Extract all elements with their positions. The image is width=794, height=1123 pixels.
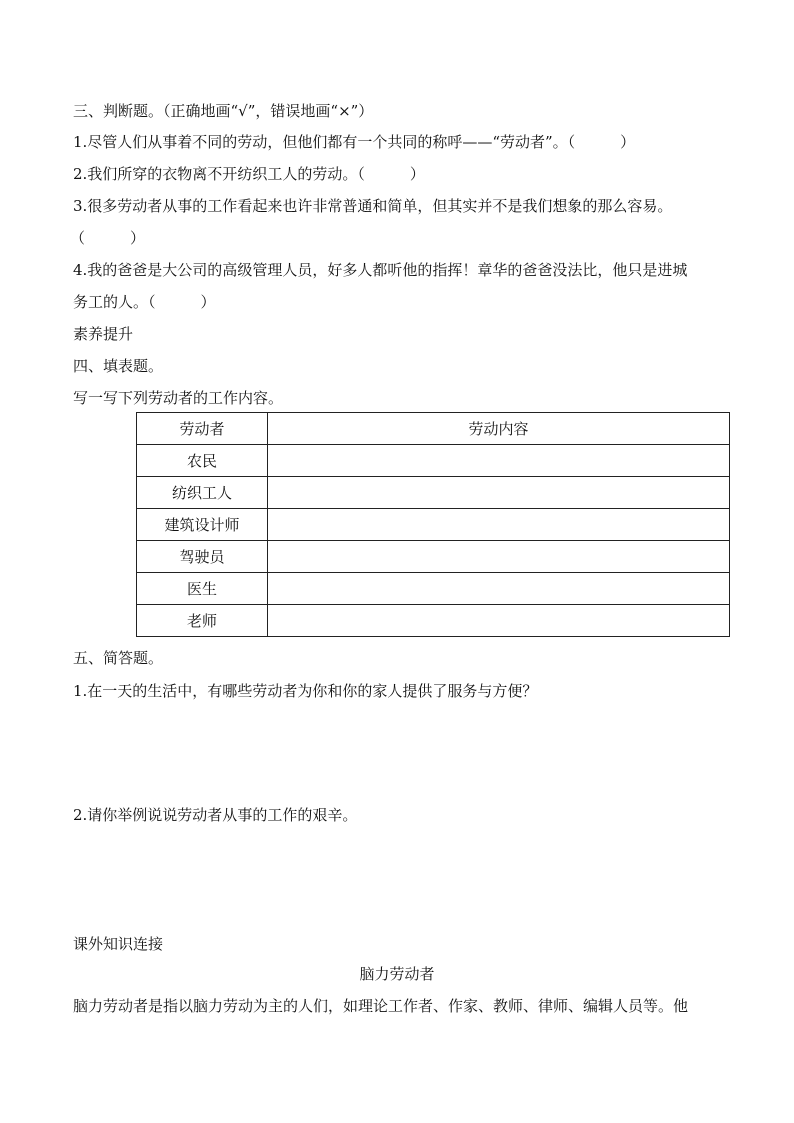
content-cell[interactable] [268, 509, 730, 541]
table-row [137, 541, 730, 573]
question-3-3-line2: （ ） [70, 229, 146, 247]
section3-heading: 三、判断题。（正确地画“√”，错误地画“×”） [73, 102, 374, 120]
question-3-1: 1.尽管人们从事着不同的劳动，但他们都有一个共同的称呼——“劳动者”。（ ） [73, 133, 636, 151]
content-cell[interactable] [268, 541, 730, 573]
section4-heading: 四、填表题。 [73, 357, 164, 375]
worker-cell: 老师 [137, 605, 268, 637]
section4-instruction: 写一写下列劳动者的工作内容。 [73, 389, 284, 407]
worker-table [136, 412, 730, 637]
question-5-1: 1.在一天的生活中，有哪些劳动者为你和你的家人提供了服务与方便？ [73, 682, 538, 700]
question-3-4-line2: 务工的人。（ ） [73, 293, 216, 311]
extra-paragraph: 脑力劳动者是指以脑力劳动为主的人们，如理论工作者、作家、教师、律师、编辑人员等。他 [73, 997, 689, 1015]
extra-heading: 课外知识连接 [73, 935, 164, 953]
content-cell[interactable] [268, 573, 730, 605]
table-row [137, 573, 730, 605]
question-3-2: 2.我们所穿的衣物离不开纺织工人的劳动。（ ） [73, 165, 425, 183]
worker-cell: 驾驶员 [137, 541, 268, 573]
worker-cell: 农民 [137, 445, 268, 477]
header-content: 劳动内容 [268, 413, 730, 445]
literacy-heading: 素养提升 [73, 325, 134, 343]
question-3-4-line1: 4.我的爸爸是大公司的高级管理人员，好多人都听他的指挥！章华的爸爸没法比，他只是进城 [73, 261, 688, 279]
content-cell[interactable] [268, 477, 730, 509]
worker-cell: 建筑设计师 [137, 509, 268, 541]
table-row [137, 509, 730, 541]
table-row [137, 605, 730, 637]
table-header-row [137, 413, 730, 445]
extra-title: 脑力劳动者 [359, 965, 435, 983]
worker-cell: 医生 [137, 573, 268, 605]
question-5-2: 2.请你举例说说劳动者从事的工作的艰辛。 [73, 806, 358, 824]
content-cell[interactable] [268, 445, 730, 477]
section5-heading: 五、简答题。 [73, 649, 164, 667]
table-row [137, 477, 730, 509]
table-row [137, 445, 730, 477]
worker-cell: 纺织工人 [137, 477, 268, 509]
content-cell[interactable] [268, 605, 730, 637]
header-worker: 劳动者 [137, 413, 268, 445]
question-3-3-line1: 3.很多劳动者从事的工作看起来也许非常普通和简单，但其实并不是我们想象的那么容易。 [73, 197, 673, 215]
